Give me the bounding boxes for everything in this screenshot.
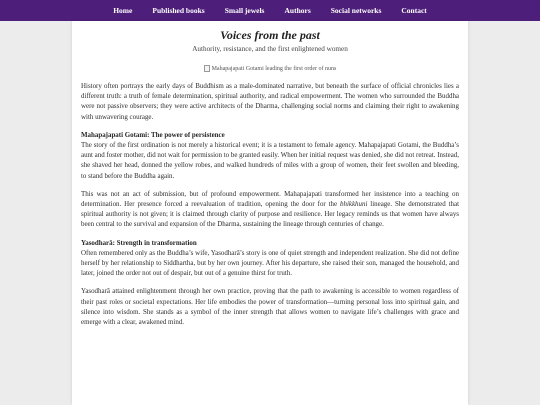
article-title: Voices from the past	[220, 28, 320, 42]
intro-paragraph: History often portrays the early days of Buddhism as a male-dominated narrative, but beneath the surface of official chronicles lies a different truth: a truth of female determination, spiritual authority, and radical empowerment. The women who surrounded the Buddha were not passive observers; they were active architects of the Dharma, challenging social norms and claiming their right to awakening with unwavering courage.	[81, 82, 459, 121]
section1-p2-before: This was not an act of submission, but of profound empowerment. Mahapajapati transformed her insistence into a teaching on determination. Her presence forced a reevaluation of tradition, opening the door for the	[81, 189, 459, 209]
section1-paragraph-1: The story of the first ordination is not merely a historical event; it is a testament to female agency. Mahapajapati Gotami, the Buddha’s aunt and foster mother, did not wait for permission to be granted easily. When her initial request was denied, she did not retreat. Instead, she shaved her head, donned the yellow robes, and walked hundreds of miles with a group of women, their feet swollen and bleeding, to stand before the Buddha again.	[81, 141, 459, 180]
section1-paragraph-2	[81, 189, 459, 230]
nav-contact-link[interactable]: Contact	[401, 6, 427, 15]
section2-paragraph-1: Often remembered only as the Buddha’s wife, Yasodharā’s story is one of quiet strength and independent realization. She did not define herself by her relationship to Siddhartha, but by her own journey. After his departure, she raised their son, managed the household, and later, joined the order not out of despair, but out of a genuine thirst for truth.	[81, 248, 459, 278]
nav-social-networks-link[interactable]: Social networks	[330, 6, 382, 15]
section1-p2-after: lineage. She demonstrated that spiritual authority is not given; it is claimed through clarity of purpose and resilience. Her legacy reminds us that women have always been central to the survival and expansion of the Dharma, sustaining the lineage through centuries of change.	[81, 200, 459, 229]
top-navigation	[0, 0, 540, 21]
nav-home-link[interactable]: Home	[113, 6, 133, 15]
nav-authors-link[interactable]: Authors	[284, 6, 311, 15]
article-page	[72, 21, 468, 405]
broken-image	[185, 65, 355, 72]
broken-image-icon	[204, 65, 210, 72]
article-subtitle: Authority, resistance, and the first enlightened women	[192, 45, 348, 53]
section2-paragraph-2: Yasodharā attained enlightenment through her own practice, proving that the path to awakening is accessible to women regardless of their past roles or societal expectations. Her life embodies the power of transformation—turning personal loss into spiritual gain, and silence into wisdom. She stands as a symbol of the inner strength that allows women to navigate life’s challenges with grace and emerge with a clear, awakened mind.	[81, 287, 459, 327]
section-heading-yasodhara: Yasodharā: Strength in transformation	[81, 238, 197, 247]
bhikkhuni-term: bhikkhuni	[340, 200, 368, 209]
nav-published-books-link[interactable]: Published books	[152, 6, 205, 15]
section-heading-mahapajapati: Mahapajapati Gotami: The power of persistence	[81, 130, 225, 139]
nav-small-jewels-link[interactable]: Small jewels	[224, 6, 265, 15]
image-alt-text: Mahapajapati Gotami leading the first order of nuns	[211, 65, 337, 72]
